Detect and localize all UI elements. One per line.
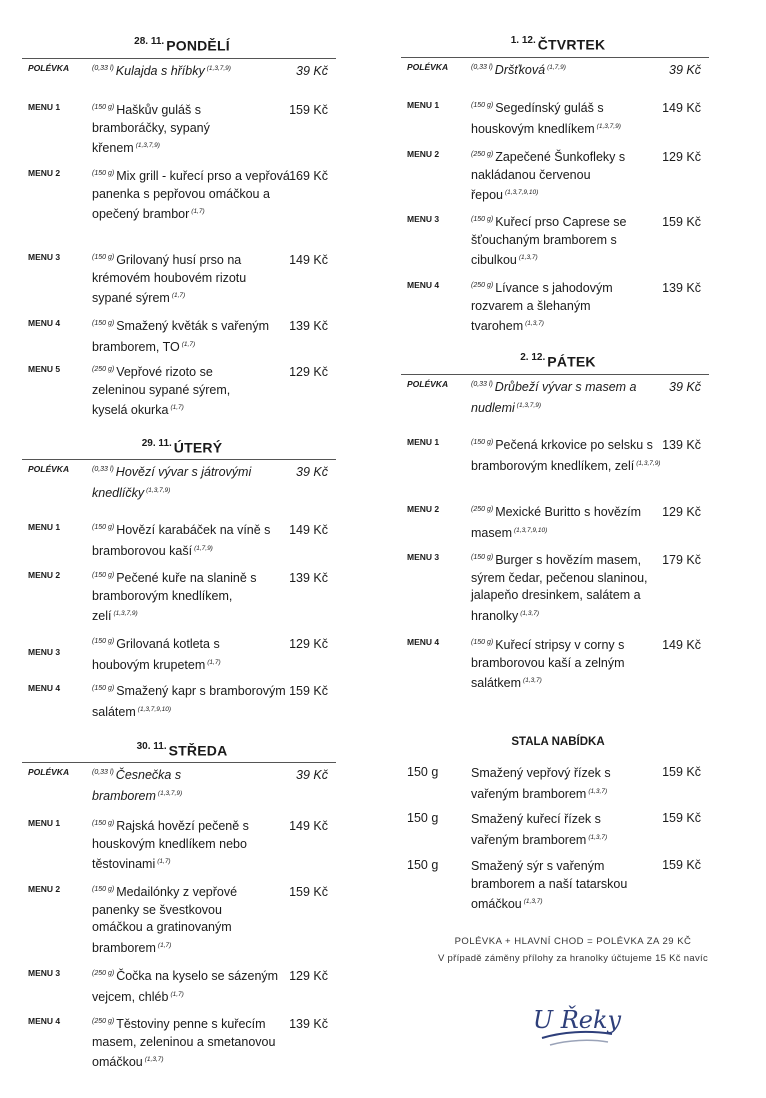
soup-label: POLÉVKA — [407, 62, 449, 72]
day-date: 1. 12. — [510, 35, 536, 46]
day-heading-thursday — [407, 35, 709, 54]
day-name: ÚTERÝ — [173, 439, 223, 456]
menu-dish: $^{(250 g)}$ Mexické Buritto s hovězím masem $^{(1,3,7,9,10)}$ — [471, 505, 642, 540]
menu-dish: $^{(150 g)}$ Grilovaná kotleta s houbovým krupetem $^{(1,7)}$ — [92, 637, 221, 672]
menu-dish: $^{(150 g)}$ Smažený květák s vařeným bramborem, TO $^{(1,7)}$ — [92, 319, 270, 354]
menu-label: MENU 2 — [28, 884, 61, 894]
menu-label: MENU 2 — [28, 570, 61, 580]
soup-price: 39 Kč — [669, 63, 701, 77]
menu-label: MENU 4 — [407, 280, 440, 290]
soup-label: POLÉVKA — [407, 379, 449, 389]
menu-label: MENU 4 — [28, 1016, 61, 1026]
soup-name: $^{(0,33 l)}$ Dršťková $^{(1,7,9)}$ — [471, 63, 566, 78]
stala-price: 159 Kč — [662, 765, 701, 779]
menu-price: 149 Kč — [662, 638, 701, 652]
menu-dish: $^{(150 g)}$ Segedínský guláš s houskovým knedlíkem $^{(1,3,7,9)}$ — [471, 101, 621, 136]
soup-name: $^{(0,33 l)}$ Drůbeží vývar s masem a nudlemi $^{(1,3,7,9)}$ — [471, 380, 637, 415]
menu-price: 169 Kč — [289, 169, 328, 183]
logo-wave-icon — [550, 1040, 608, 1045]
soup-label: POLÉVKA — [28, 767, 70, 777]
day-date: 30. 11. — [136, 741, 167, 752]
soup-name: $^{(0,33 l)}$ Hovězí vývar s játrovými knedlíčky $^{(1,3,7,9)}$ — [92, 465, 252, 500]
menu-price: 159 Kč — [662, 215, 701, 229]
soup-name: $^{(0,33 l)}$ Česnečka s bramborem $^{(1,3,7,9)}$ — [92, 768, 183, 803]
day-name: PÁTEK — [547, 353, 596, 370]
menu-label: MENU 3 — [407, 552, 440, 562]
menu-dish: $^{(150 g)}$ Medailónky z vepřové panenky se švestkovou omáčkou a gratinovaným bramborem $^{(1,7)}$ — [92, 885, 238, 955]
day-heading-tuesday — [28, 438, 336, 457]
menu-label: MENU 1 — [28, 818, 61, 828]
stala-dish: Smažený vepřový řízek s vařeným bramborem $^{(1,3,7)}$ — [471, 766, 611, 801]
menu-dish: $^{(150 g)}$ Pečená krkovice po selsku s bramborovým knedlíkem, zelí $^{(1,3,7,9)}$ — [471, 438, 661, 473]
menu-label: MENU 2 — [407, 504, 440, 514]
menu-dish: $^{(150 g)}$ Grilovaný husí prso na krémovém houbovém rizotu sypané sýrem $^{(1,7)}$ — [92, 253, 247, 306]
stala-weight: 150 g — [407, 858, 439, 872]
menu-label: MENU 4 — [407, 637, 440, 647]
day-date: 28. 11. — [134, 36, 165, 47]
soup-price: 39 Kč — [296, 465, 328, 479]
combo-note: POLÉVKA + HLAVNÍ CHOD = POLÉVKA ZA 29 KČ — [454, 936, 692, 947]
day-name: PONDĚLÍ — [166, 37, 230, 54]
divider — [22, 762, 336, 763]
menu-price: 149 Kč — [662, 101, 701, 115]
menu-dish: $^{(250 g)}$ Vepřové rizoto se zeleninou sypané sýrem, kyselá okurka $^{(1,7)}$ — [92, 365, 231, 418]
stala-price: 159 Kč — [662, 811, 701, 825]
menu-label: MENU 3 — [28, 968, 61, 978]
menu-dish: $^{(150 g)}$ Kuřecí prso Caprese se šťouchaným bramborem s cibulkou $^{(1,3,7)}$ — [471, 215, 627, 268]
logo-graphic — [532, 1000, 622, 1056]
menu-price: 139 Kč — [289, 319, 328, 333]
soup-price: 39 Kč — [296, 64, 328, 78]
menu-price: 159 Kč — [289, 684, 328, 698]
menu-price: 149 Kč — [289, 819, 328, 833]
divider — [22, 459, 336, 460]
menu-label: MENU 2 — [28, 168, 61, 178]
menu-label: MENU 1 — [28, 102, 61, 112]
menu-dish: $^{(250 g)}$ Těstoviny penne s kuřecím masem, zeleninou a smetanovou omáčkou $^{(1,3,7)}$ — [92, 1017, 276, 1070]
menu-price: 129 Kč — [289, 969, 328, 983]
fries-note: V případě záměny přílohy za hranolky účtujeme 15 Kč navíc — [437, 953, 709, 964]
menu-dish: $^{(150 g)}$ Hovězí karabáček na víně s bramborovou kaší $^{(1,7,9)}$ — [92, 523, 271, 558]
soup-price: 39 Kč — [296, 768, 328, 782]
stala-price: 159 Kč — [662, 858, 701, 872]
divider — [22, 58, 336, 59]
menu-label: MENU 1 — [28, 522, 61, 532]
menu-price: 139 Kč — [289, 1017, 328, 1031]
menu-label: MENU 3 — [407, 214, 440, 224]
day-date: 2. 12. — [520, 352, 546, 363]
divider — [401, 374, 709, 375]
logo-text: U Řeky — [532, 1006, 622, 1034]
day-heading-wednesday — [28, 741, 336, 760]
menu-price: 159 Kč — [289, 103, 328, 117]
menu-price: 139 Kč — [662, 281, 701, 295]
menu-price: 129 Kč — [662, 150, 701, 164]
stala-weight: 150 g — [407, 811, 439, 825]
soup-label: POLÉVKA — [28, 63, 70, 73]
menu-price: 139 Kč — [289, 571, 328, 585]
day-heading-monday — [28, 36, 336, 55]
divider — [401, 57, 709, 58]
menu-label: MENU 4 — [28, 683, 61, 693]
stala-title: STALA NABÍDKA — [511, 736, 605, 748]
stala-dish: Smažený kuřecí řízek s vařeným bramborem $^{(1,3,7)}$ — [471, 812, 608, 847]
menu-label: MENU 5 — [28, 364, 61, 374]
menu-label: MENU 1 — [407, 100, 440, 110]
menu-dish: $^{(150 g)}$ Kuřecí stripsy v corny s bramborovou kaší a zelným salátkem $^{(1,3,7)}$ — [471, 638, 625, 691]
soup-label: POLÉVKA — [28, 464, 70, 474]
day-name: STŘEDA — [168, 742, 228, 759]
menu-price: 139 Kč — [662, 438, 701, 452]
day-name: ČTVRTEK — [537, 36, 606, 53]
menu-price: 149 Kč — [289, 523, 328, 537]
menu-price: 129 Kč — [662, 505, 701, 519]
day-heading-friday — [407, 352, 709, 371]
soup-price: 39 Kč — [669, 380, 701, 394]
day-date: 29. 11. — [141, 438, 172, 449]
menu-label: MENU 4 — [28, 318, 61, 328]
menu-dish: $^{(150 g)}$ Haškův guláš s bramboráčky, sypaný křenem $^{(1,3,7,9)}$ — [92, 103, 210, 156]
soup-name: $^{(0,33 l)}$ Kulajda s hříbky $^{(1,3,7,9)}$ — [92, 64, 231, 79]
menu-label: MENU 3 — [28, 252, 61, 262]
menu-price: 149 Kč — [289, 253, 328, 267]
menu-dish: $^{(150 g)}$ Rajská hovězí pečeně s houskovým knedlíkem nebo těstovinami $^{(1,7)}$ — [92, 819, 249, 872]
menu-dish: $^{(250 g)}$ Lívance s jahodovým rozvarem a šlehaným tvarohem $^{(1,3,7)}$ — [471, 281, 613, 334]
menu-dish: $^{(150 g)}$ Pečené kuře na slanině s bramborovým knedlíkem, zelí $^{(1,3,7,9)}$ — [92, 571, 257, 624]
restaurant-logo — [532, 1000, 622, 1056]
stala-dish: Smažený sýr s vařeným bramborem a naší tatarskou omáčkou $^{(1,3,7)}$ — [471, 859, 628, 912]
menu-dish: $^{(250 g)}$ Čočka na kyselo se sázeným vejcem, chléb $^{(1,7)}$ — [92, 969, 279, 1004]
menu-dish: $^{(150 g)}$ Mix grill - kuřecí prso a vepřová panenka s pepřovou omáčkou a opečený brambor $^{(1,7)}$ — [92, 169, 290, 222]
menu-price: 129 Kč — [289, 637, 328, 651]
stala-weight: 150 g — [407, 765, 439, 779]
menu-price: 129 Kč — [289, 365, 328, 379]
menu-label: MENU 1 — [407, 437, 440, 447]
menu-dish: $^{(150 g)}$ Smažený kapr s bramborovým salátem $^{(1,3,7,9,10)}$ — [92, 684, 286, 719]
menu-dish: $^{(150 g)}$ Burger s hovězím masem, sýrem čedar, pečenou slaninou, jalapeňo dresinkem, salátem a hranolky $^{(1,3,7)}$ — [471, 553, 648, 623]
menu-label: MENU 2 — [407, 149, 440, 159]
menu-label: MENU 3 — [28, 647, 61, 657]
menu-dish: $^{(250 g)}$ Zapečené Šunkofleky s nakládanou červenou řepou $^{(1,3,7,9,10)}$ — [471, 150, 626, 203]
menu-price: 159 Kč — [289, 885, 328, 899]
menu-price: 179 Kč — [662, 553, 701, 567]
